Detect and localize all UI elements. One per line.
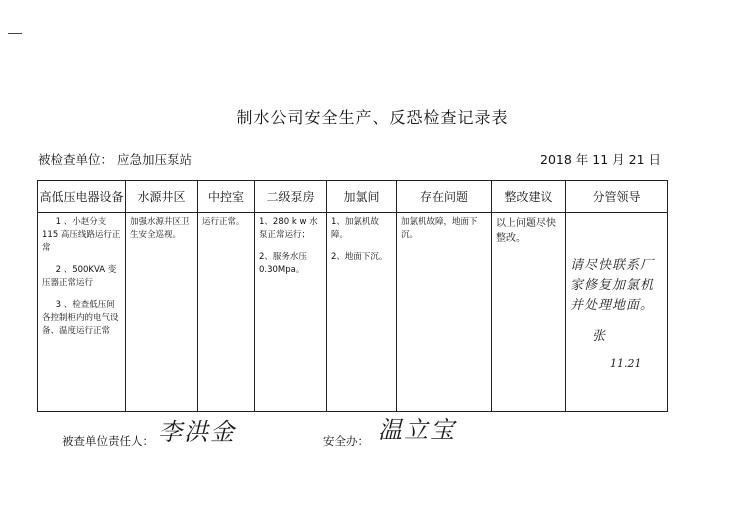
well-area-text: 加强水源井区卫生安全巡视。 bbox=[130, 217, 190, 240]
col-leader: 分管领导 bbox=[566, 181, 668, 213]
col-electrical: 高低压电器设备 bbox=[38, 181, 126, 213]
col-chlorine-room: 加氯间 bbox=[327, 181, 397, 213]
col-suggestions: 整改建议 bbox=[492, 181, 566, 213]
electrical-item-1: 1 、小赵分支115 高压线路运行正常 bbox=[42, 217, 121, 253]
electrical-item-3: 3 、检查低压间各控制柜内的电气设备、温度运行正常 bbox=[42, 300, 119, 336]
problems-text: 加氯机故障，地面下沉。 bbox=[401, 217, 478, 240]
table-row bbox=[38, 213, 668, 412]
pump-house-item-2: 2、服务水压0.30Mpa。 bbox=[259, 252, 307, 275]
responsible-signature: 李洪金 bbox=[158, 418, 236, 446]
inspection-table bbox=[37, 180, 668, 412]
page-title: 制水公司安全生产、反恐检查记录表 bbox=[236, 108, 509, 127]
safety-office-label: 安全办： bbox=[323, 434, 369, 448]
col-problems: 存在问题 bbox=[397, 181, 492, 213]
col-pump-house: 二级泵房 bbox=[255, 181, 327, 213]
responsible-label: 被查单位责任人： bbox=[62, 434, 154, 448]
chlorine-item-1: 1、加氯机故障。 bbox=[331, 217, 379, 240]
cell-control-room bbox=[198, 213, 255, 412]
electrical-item-2: 2 、500KVA 变压器正常运行 bbox=[42, 265, 117, 288]
inspected-unit bbox=[38, 150, 192, 168]
table-header-row bbox=[38, 181, 668, 213]
col-well-area: 水源井区 bbox=[126, 181, 198, 213]
control-room-text: 运行正常。 bbox=[202, 217, 245, 227]
cell-chlorine-room bbox=[327, 213, 397, 412]
inspection-date: 2018 年 11 月 21 日 bbox=[540, 152, 661, 167]
inspected-unit-value: 应急加压泵站 bbox=[117, 152, 193, 167]
suggestions-text: 以上问题尽快整改。 bbox=[496, 218, 556, 244]
chlorine-item-2: 2、地面下沉。 bbox=[331, 252, 388, 262]
margin-mark bbox=[8, 33, 22, 34]
pump-house-item-1: 1、280 k w 水泵正常运行； bbox=[259, 217, 318, 240]
cell-leader bbox=[566, 213, 668, 412]
cell-problems bbox=[397, 213, 492, 412]
cell-pump-house bbox=[255, 213, 327, 412]
leader-date: 11.21 bbox=[610, 357, 642, 370]
leader-signature: 张 bbox=[592, 329, 606, 344]
cell-suggestions bbox=[492, 213, 566, 412]
leader-handwritten-note: 请尽快联系厂家修复加氯机并处理地面。 bbox=[570, 258, 655, 313]
cell-well-area bbox=[126, 213, 198, 412]
cell-electrical bbox=[38, 213, 126, 412]
inspected-unit-label: 被检查单位： bbox=[38, 152, 114, 167]
col-control-room: 中控室 bbox=[198, 181, 255, 213]
safety-office-signature: 温立宝 bbox=[378, 416, 456, 444]
